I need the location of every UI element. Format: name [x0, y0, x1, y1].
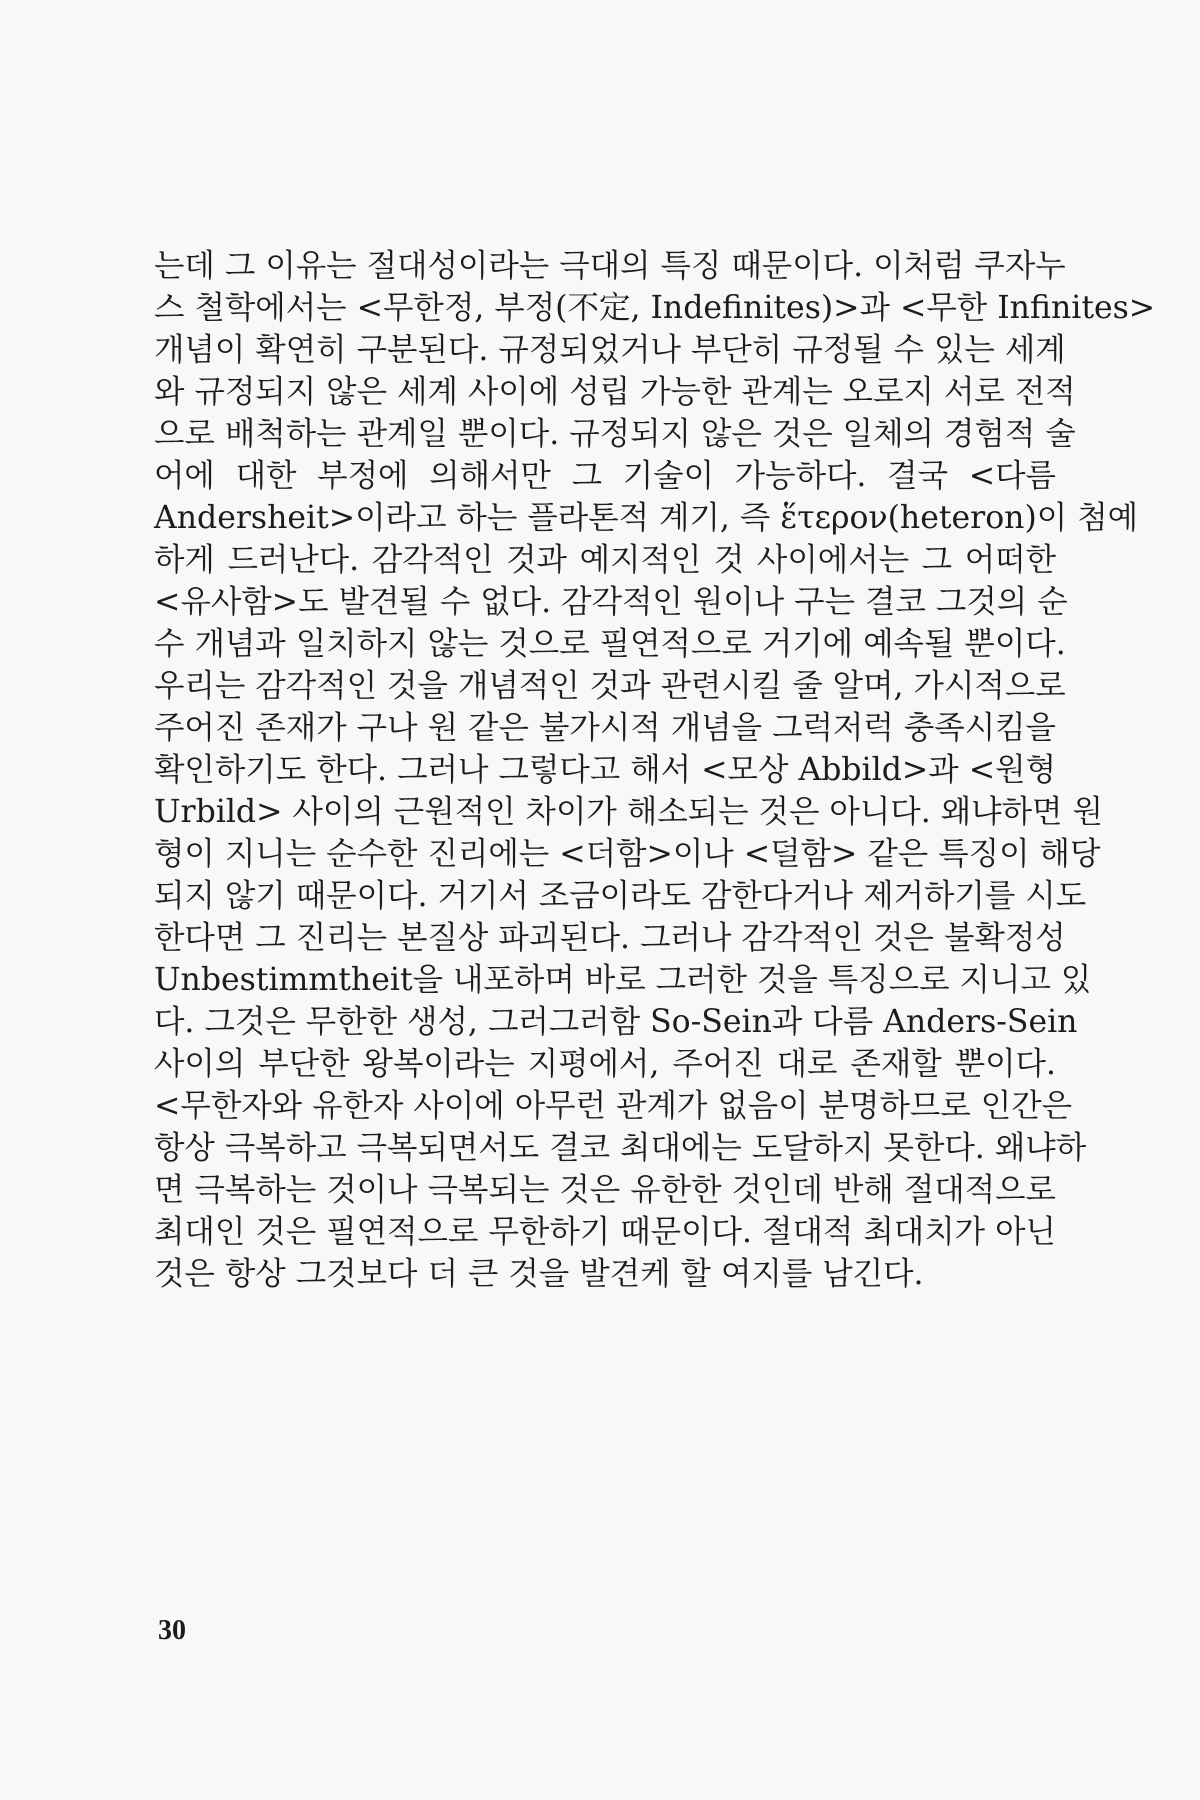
text-line: <유사함>도 발견될 수 없다. 감각적인 원이나 구는 결코 그것의 순 [154, 584, 1068, 620]
text-line: 항상 극복하고 극복되면서도 결코 최대에는 도달하지 못한다. 왜냐하 [154, 1130, 1087, 1166]
text-line: 것은 항상 그것보다 더 큰 것을 발견케 할 여지를 남긴다. [154, 1256, 924, 1292]
text-line: 하게 드러난다. 감각적인 것과 예지적인 것 사이에서는 그 어떠한 [154, 542, 1056, 578]
text-line: 면 극복하는 것이나 극복되는 것은 유한한 것인데 반해 절대적으로 [154, 1172, 1056, 1208]
text-line: 되지 않기 때문이다. 거기서 조금이라도 감한다거나 제거하기를 시도 [154, 878, 1087, 914]
text-line: 개념이 확연히 구분된다. 규정되었거나 부단히 규정될 수 있는 세계 [154, 332, 1066, 368]
text-line: 와 규정되지 않은 세계 사이에 성립 가능한 관계는 오로지 서로 전적 [154, 374, 1076, 410]
text-line: 으로 배척하는 관계일 뿐이다. 규정되지 않은 것은 일체의 경험적 술 [154, 416, 1076, 452]
text-line: Andersheit>이라고 하는 플라톤적 계기, 즉 ἕτερον(heteron)이 첨예 [154, 500, 1139, 536]
body-text [154, 245, 1156, 1295]
page-number: 30 [158, 1615, 186, 1646]
text-line: 최대인 것은 필연적으로 무한하기 때문이다. 절대적 최대치가 아닌 [154, 1214, 1056, 1250]
text-line: 다. 그것은 무한한 생성, 그러그러함 So-Sein과 다름 Anders-Sein [154, 1004, 1078, 1040]
text-line: 사이의 부단한 왕복이라는 지평에서, 주어진 대로 존재할 뿐이다. [154, 1046, 1056, 1082]
text-line: 한다면 그 진리는 본질상 파괴된다. 그러나 감각적인 것은 불확정성 [154, 920, 1066, 956]
text-line: 어에 대한 부정에 의해서만 그 기술이 가능하다. 결국 <다름 [154, 458, 1056, 494]
text-line: 는데 그 이유는 절대성이라는 극대의 특징 때문이다. 이처럼 쿠자누 [154, 248, 1066, 284]
text-line: Unbestimmtheit을 내포하며 바로 그러한 것을 특징으로 지니고 있 [154, 962, 1092, 998]
text-line: Urbild> 사이의 근원적인 차이가 해소되는 것은 아니다. 왜냐하면 원 [154, 794, 1103, 830]
text-line: 수 개념과 일치하지 않는 것으로 필연적으로 거기에 예속될 뿐이다. [154, 626, 1066, 662]
text-line: 주어진 존재가 구나 원 같은 불가시적 개념을 그럭저럭 충족시킴을 [154, 710, 1056, 746]
text-line: 확인하기도 한다. 그러나 그렇다고 해서 <모상 Abbild>과 <원형 [154, 752, 1056, 788]
text-line: 우리는 감각적인 것을 개념적인 것과 관련시킬 줄 알며, 가시적으로 [154, 668, 1066, 704]
text-line: 형이 지니는 순수한 진리에는 <더함>이나 <덜함> 같은 특징이 해당 [154, 836, 1101, 872]
text-line: 스 철학에서는 <무한정, 부정(不定, Indefinites)>과 <무한 Infinites> [154, 290, 1156, 326]
text-line: <무한자와 유한자 사이에 아무런 관계가 없음이 분명하므로 인간은 [154, 1088, 1073, 1124]
